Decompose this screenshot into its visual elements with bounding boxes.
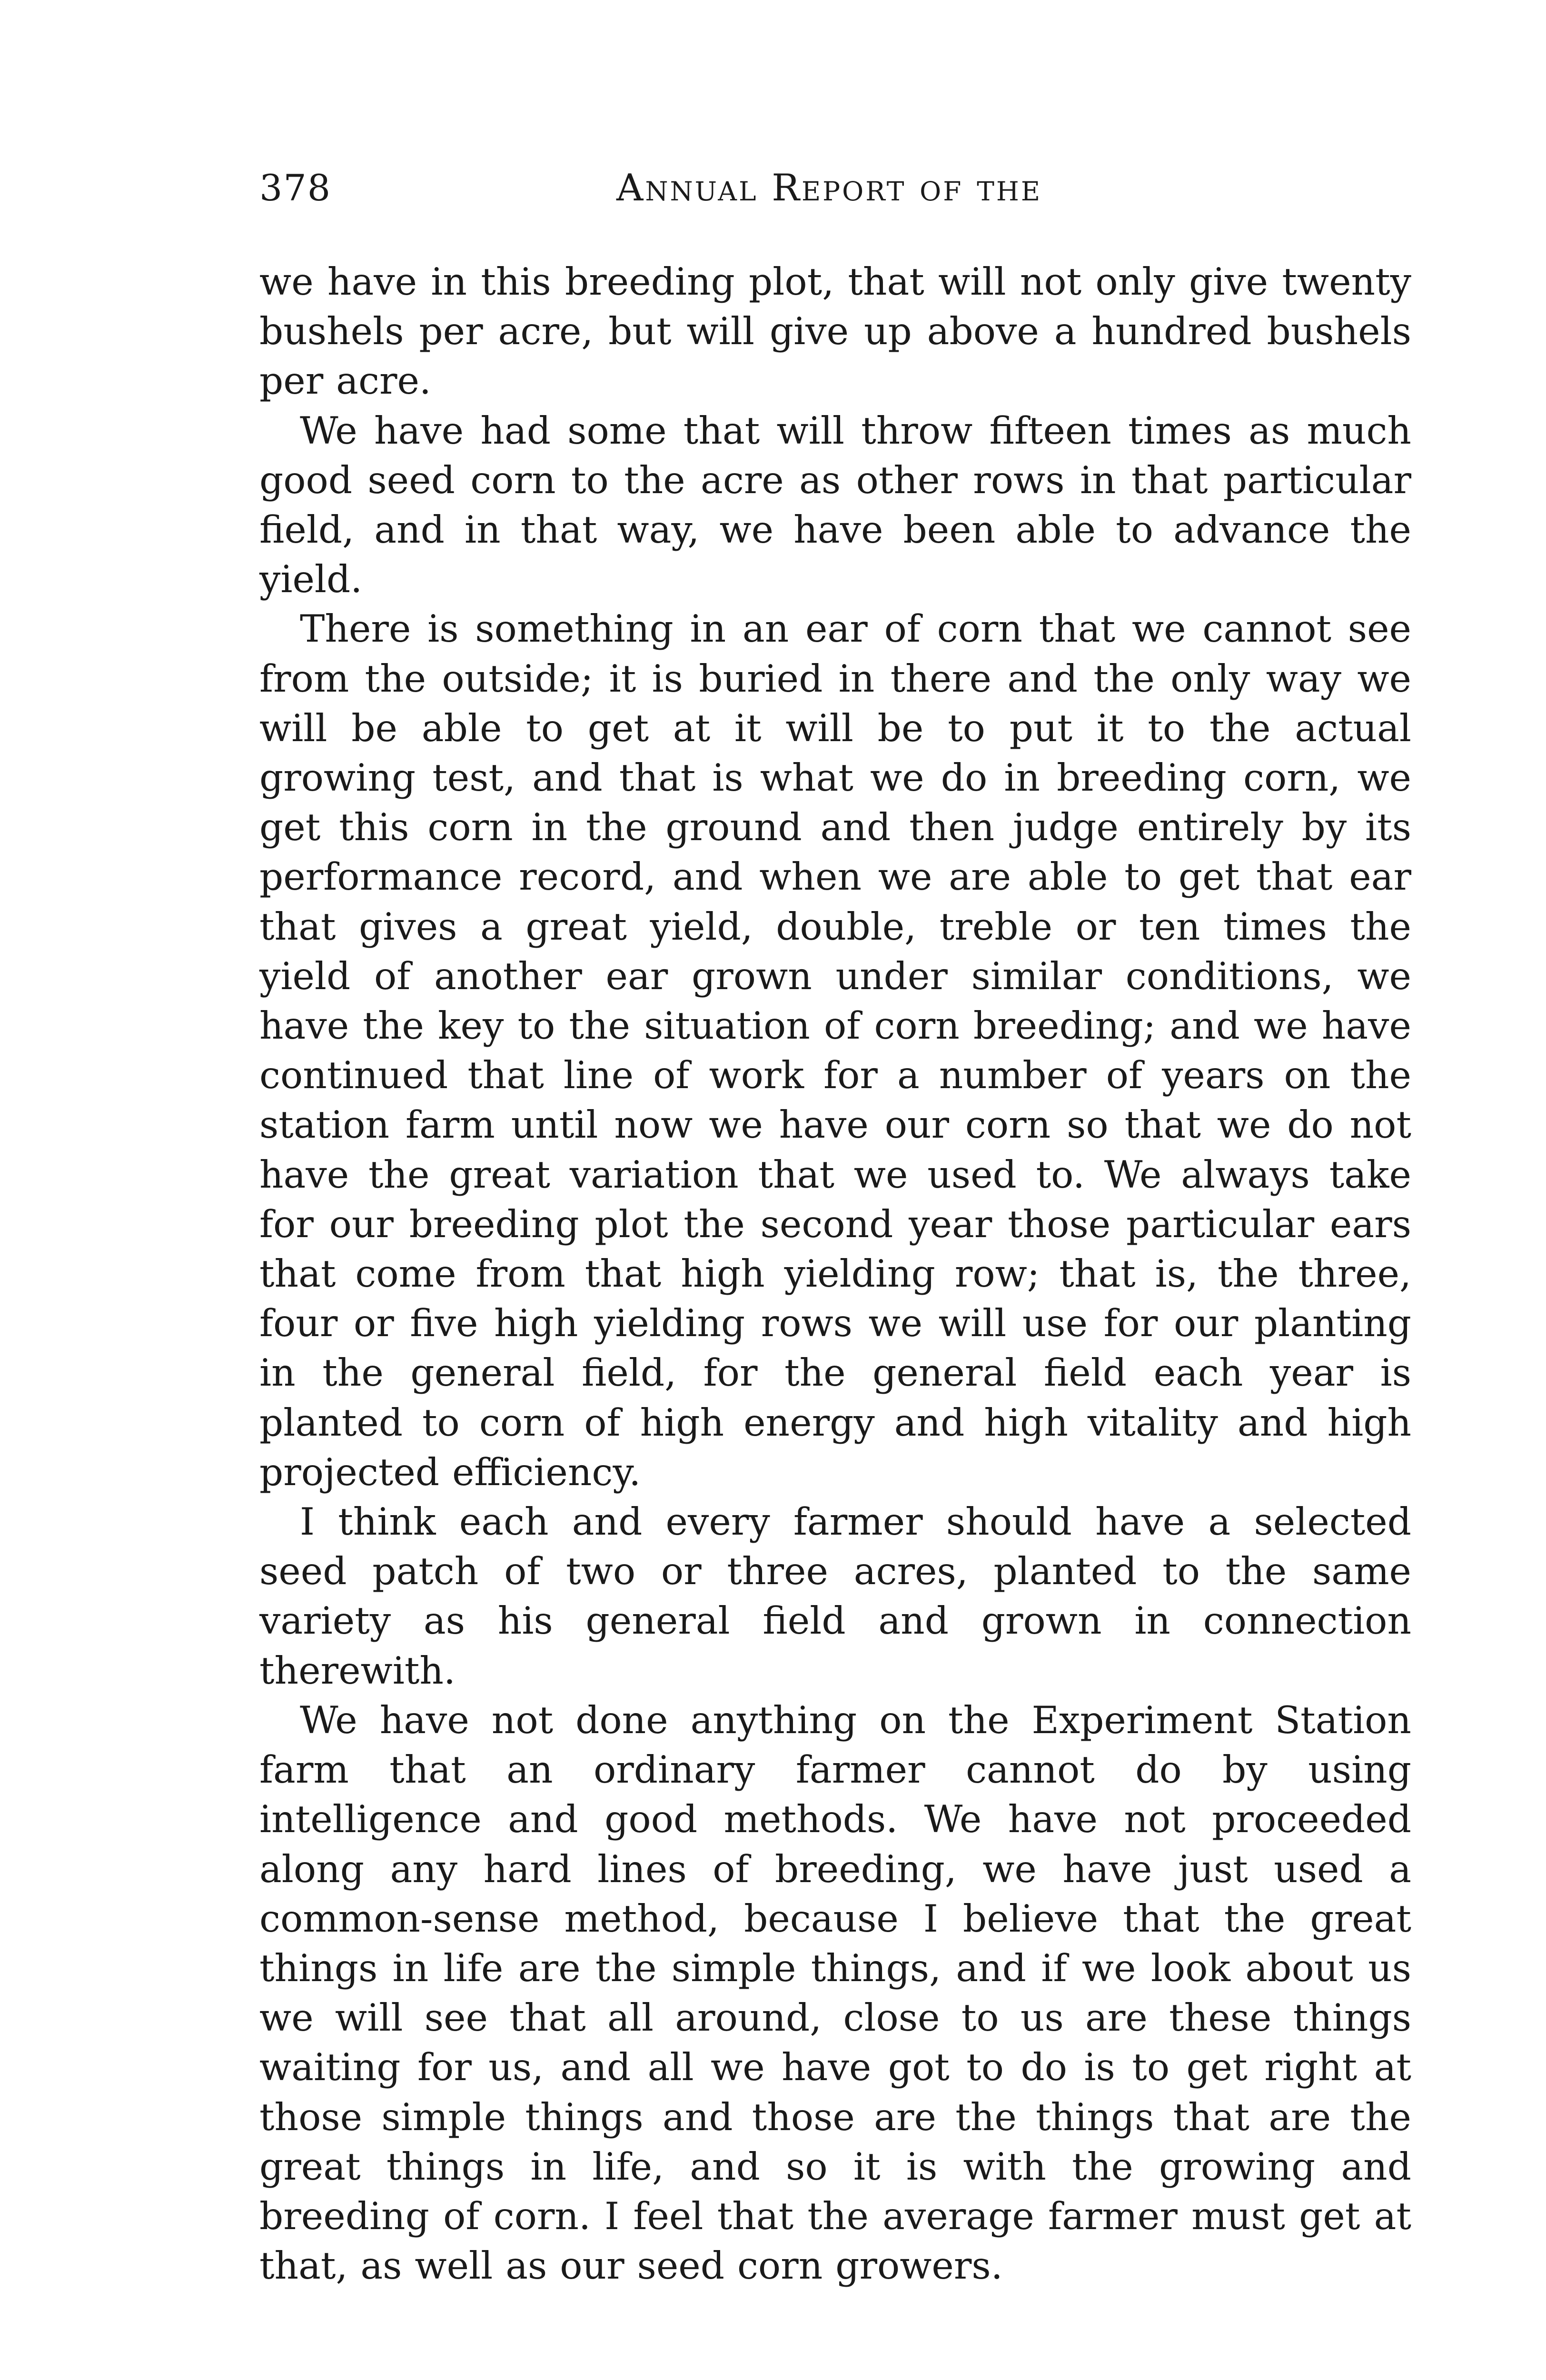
paragraph: We have not done anything on the Experiment Station farm that an ordinary farmer cannot do by using intelligence and good methods. We have not proceeded along any hard lines of breeding, we have just used a common-sense method, because I believe that the great things in life are the simple things, and if we look about us we will see that all around, close to us are these things waiting for us, and all we have got to do is to get right at those simple things and those are the things that are the great things in life, and so it is with the growing and breeding of corn. I feel that the average farmer must get at that, as well as our seed corn growers. (259, 1698, 1411, 2288)
body-text (259, 257, 1411, 2291)
page-number: 378 (259, 167, 332, 209)
page-header (259, 164, 1411, 217)
paragraph: We have had some that will throw fifteen times as much good seed corn to the acre as other rows in that particular field, and in that way, we have been able to advance the yield. (259, 408, 1411, 602)
running-head: Annual Report of the (616, 167, 1042, 209)
paragraph: There is something in an ear of corn that we cannot see from the outside; it is buried in there and the only way we will be able to get at it will be to put it to the actual growing test, and that is what we do in breeding corn, we get this corn in the ground and then judge entirely by its performance record, and when we are able to get that ear that gives a great yield, double, treble or ten times the yield of another ear grown under similar conditions, we have the key to the situation of corn breeding; and we have continued that line of work for a number of years on the station farm until now we have our corn so that we do not have the great variation that we used to. We always take for our breeding plot the second year those particular ears that come from that high yielding row; that is, the three, four or five high yielding rows we will use for our planting in the general field, for the general field each year is planted to corn of high energy and high vitality and high projected efficiency. (259, 607, 1411, 1494)
paragraph: I think each and every farmer should have a selected seed patch of two or three acres, planted to the same variety as his general field and grown in connection therewith. (259, 1500, 1411, 1693)
paragraph-continuation: we have in this breeding plot, that will not only give twenty bushels per acre, but will give up above a hundred bushels per acre. (259, 260, 1411, 403)
